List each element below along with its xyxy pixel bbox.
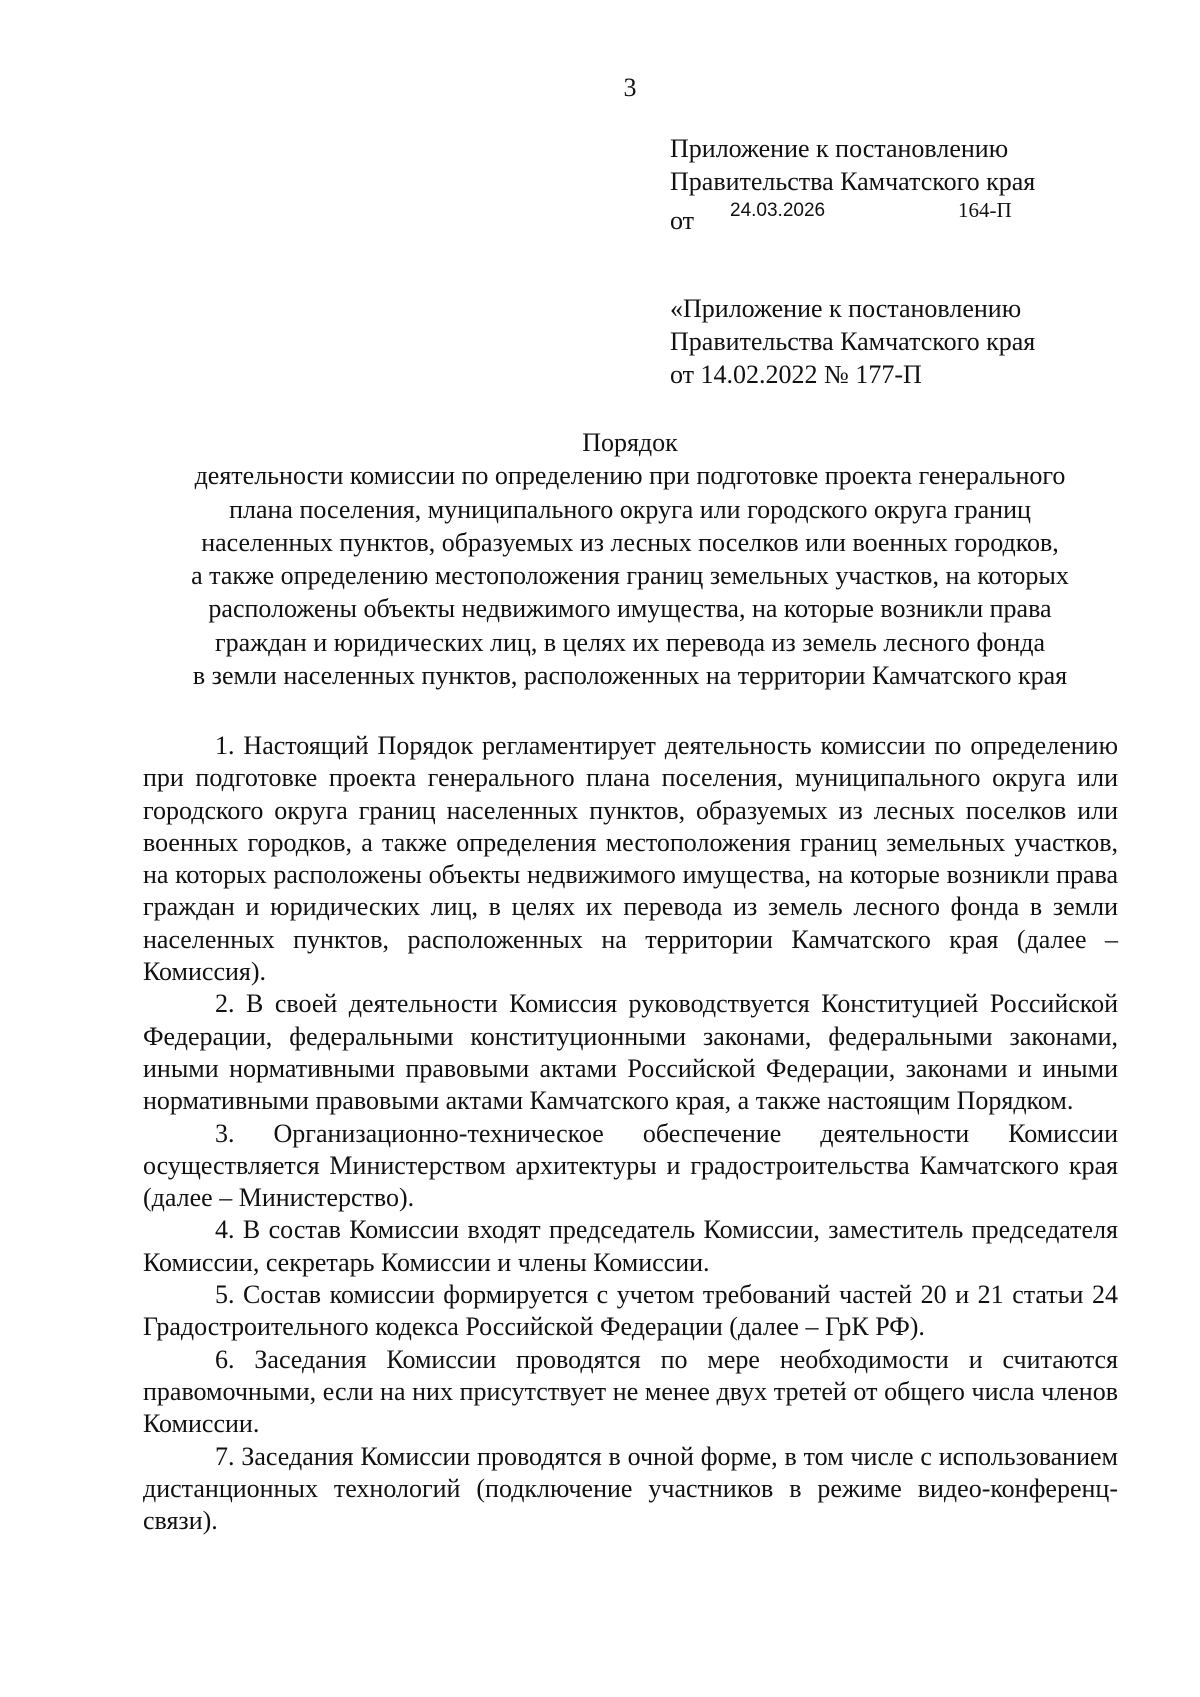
document-body: [143, 730, 1118, 1537]
appendix-previous-line3: от 14.02.2022 № 177-П: [670, 360, 922, 389]
appendix-previous: [670, 292, 1035, 391]
appendix-current-date-row: [670, 198, 1035, 235]
title-line: деятельности комиссии по определению при подготовке проекта генерального: [194, 461, 1066, 491]
appendix-current: [670, 132, 1036, 235]
resolution-date: 24.03.2026: [730, 200, 826, 221]
paragraph-5: 5. Состав комиссии формируется с учетом требований частей 20 и 21 статьи 24 Градостроительного кодекса Российской Федерации (далее – ГрК РФ).: [143, 1280, 1118, 1342]
resolution-number: 164-П: [958, 198, 1012, 222]
title-line: населенных пунктов, образуемых из лесных поселков или военных городков,: [201, 527, 1059, 557]
title-line: плана поселения, муниципального округа или городского округа границ: [229, 494, 1031, 524]
paragraph-7: 7. Заседания Комиссии проводятся в очной форме, в том числе с использованием дистанционных технологий (подключение участников в режиме видео-конференц-связи).: [143, 1441, 1118, 1536]
paragraph-3: 3. Организационно-техническое обеспечение деятельности Комиссии осуществляется Министерством архитектуры и градостроительства Камчатского края (далее – Министерство).: [143, 1118, 1118, 1213]
paragraph-2: 2. В своей деятельности Комиссия руководствуется Конституцией Российской Федерации, федеральными конституционными законами, федеральными законами, иными нормативными правовыми актами Российской Федерации, законами и иными нормативными правовыми актами Камчатского края, а также настоящим Порядком.: [143, 989, 1118, 1116]
paragraph-6: 6. Заседания Комиссии проводятся по мере необходимости и считаются правомочными, если на них присутствует не менее двух третей от общего числа членов Комиссии.: [143, 1344, 1118, 1439]
appendix-previous-line2: Правительства Камчатского края: [670, 327, 1036, 356]
paragraph-1: 1. Настоящий Порядок регламентирует деятельность комиссии по определению при подготовке проекта генерального плана поселения, муниципального округа или городского округа границ населенных пунктов, образуемых из лесных поселков или военных городков, а также определения местоположения границ земельных участков, на которых расположены объекты недвижимого имущества, на которые возникли права граждан и юридических лиц, в целях их перевода из земель лесного фонда в земли населенных пунктов, расположенных на территории Камчатского края (далее – Комиссия).: [143, 731, 1118, 987]
appendix-previous-line1: «Приложение к постановлению: [670, 294, 1022, 323]
paragraph-4: 4. В состав Комиссии входят председатель Комиссии, заместитель председателя Комиссии, секретарь Комиссии и члены Комиссии.: [143, 1215, 1118, 1277]
document-title: [140, 426, 1120, 692]
title-line: расположены объекты недвижимого имущества, на которые возникли права: [208, 594, 1052, 624]
appendix-current-line2: Правительства Камчатского края: [670, 167, 1036, 196]
title-heading: Порядок: [582, 428, 678, 457]
page-number: 3: [623, 73, 637, 102]
from-label: от: [670, 206, 695, 235]
title-line: а также определению местоположения границ земельных участков, на которых: [191, 561, 1069, 591]
title-line: в земли населенных пунктов, расположенных на территории Камчатского края: [192, 661, 1068, 691]
title-line: граждан и юридических лиц, в целях их перевода из земель лесного фонда: [214, 627, 1046, 657]
appendix-current-line1: Приложение к постановлению: [670, 134, 1009, 163]
